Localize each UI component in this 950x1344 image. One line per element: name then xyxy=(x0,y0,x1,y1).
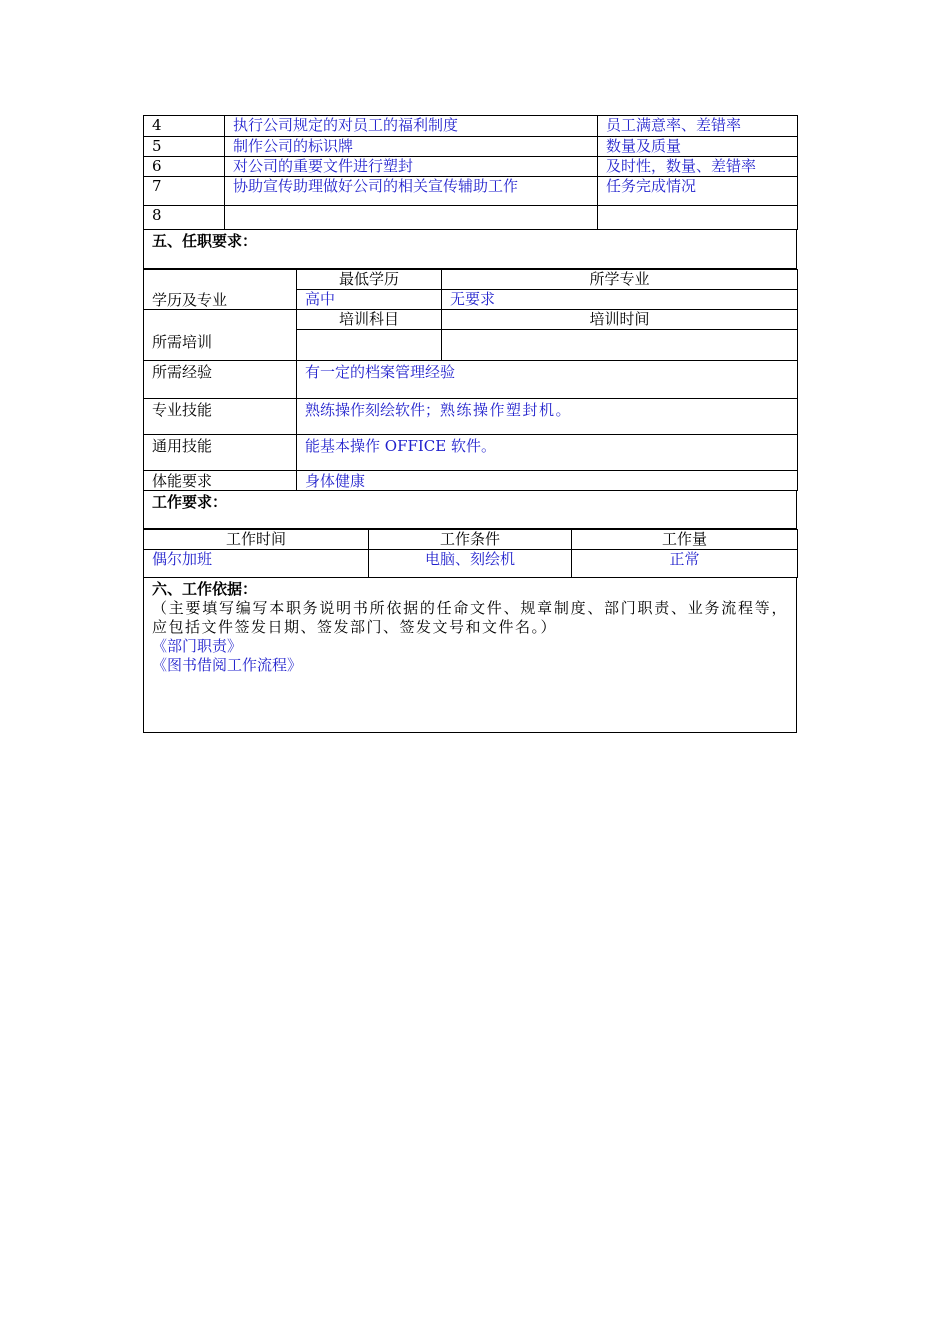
training-label: 所需培训 xyxy=(144,309,297,360)
duty-number: 4 xyxy=(144,116,225,137)
work-load-header: 工作量 xyxy=(572,530,798,550)
general-skills-label: 通用技能 xyxy=(144,434,297,470)
duty-task: 协助宣传助理做好公司的相关宣传辅助工作 xyxy=(225,177,598,206)
table-row xyxy=(144,137,798,157)
basis-document: 《图书借阅工作流程》 xyxy=(152,656,303,674)
physical-label: 体能要求 xyxy=(144,470,297,490)
table-row xyxy=(144,206,798,230)
duty-metric xyxy=(598,206,798,230)
work-requirements-table xyxy=(143,529,798,578)
major-header: 所学专业 xyxy=(442,269,798,289)
work-basis-note: （主要填写编写本职务说明书所依据的任命文件、规章制度、部门职责、业务流程等，应包括文件签发日期、签发部门、签发文号和文件名。） xyxy=(152,599,788,636)
duty-metric: 及时性，数量、差错率 xyxy=(598,157,798,177)
training-time-header: 培训时间 xyxy=(442,309,798,329)
duty-metric: 数量及质量 xyxy=(598,137,798,157)
job-description-page xyxy=(143,115,797,733)
duty-metric: 任务完成情况 xyxy=(598,177,798,206)
table-row xyxy=(144,177,798,206)
qualifications-table xyxy=(143,269,798,491)
qualifications-heading-table xyxy=(143,230,797,269)
pro-skills-label: 专业技能 xyxy=(144,398,297,434)
education-label: 学历及专业 xyxy=(144,269,297,309)
duty-number: 6 xyxy=(144,157,225,177)
work-basis-heading: 六、工作依据： xyxy=(152,580,258,598)
work-conditions-value: 电脑、刻绘机 xyxy=(369,550,572,578)
experience-value: 有一定的档案管理经验 xyxy=(297,360,798,398)
duty-task xyxy=(225,206,598,230)
work-requirements-heading-table xyxy=(143,491,797,530)
work-conditions-header: 工作条件 xyxy=(369,530,572,550)
work-load-value: 正常 xyxy=(572,550,798,578)
min-education-value: 高中 xyxy=(297,289,442,309)
pro-skills-software: 熟练操作刻绘软件； xyxy=(305,400,441,419)
duties-table xyxy=(143,115,798,230)
work-time-header: 工作时间 xyxy=(144,530,369,550)
training-time-value xyxy=(442,329,798,360)
duty-number: 7 xyxy=(144,177,225,206)
training-subject-header: 培训科目 xyxy=(297,309,442,329)
work-basis-table xyxy=(143,578,797,733)
duty-number: 5 xyxy=(144,137,225,157)
experience-label: 所需经验 xyxy=(144,360,297,398)
duty-task: 制作公司的标识牌 xyxy=(225,137,598,157)
work-time-value: 偶尔加班 xyxy=(144,550,369,578)
physical-value: 身体健康 xyxy=(297,470,798,490)
basis-document: 《部门职责》 xyxy=(152,637,243,655)
table-row xyxy=(144,116,798,137)
table-row xyxy=(144,157,798,177)
duty-metric: 员工满意率、差错率 xyxy=(598,116,798,137)
duty-task: 对公司的重要文件进行塑封 xyxy=(225,157,598,177)
pro-skills-value xyxy=(297,398,798,434)
duty-task: 执行公司规定的对员工的福利制度 xyxy=(225,116,598,137)
work-requirements-heading: 工作要求： xyxy=(144,491,797,529)
general-skills-value: 能基本操作 OFFICE 软件。 xyxy=(297,434,798,470)
min-education-header: 最低学历 xyxy=(297,269,442,289)
training-subject-value xyxy=(297,329,442,360)
duty-number: 8 xyxy=(144,206,225,230)
pro-skills-laminator: 熟练操作塑封机。 xyxy=(440,400,573,419)
work-basis-cell xyxy=(144,578,797,732)
major-value: 无要求 xyxy=(442,289,798,309)
qualifications-heading: 五、任职要求： xyxy=(144,230,797,268)
